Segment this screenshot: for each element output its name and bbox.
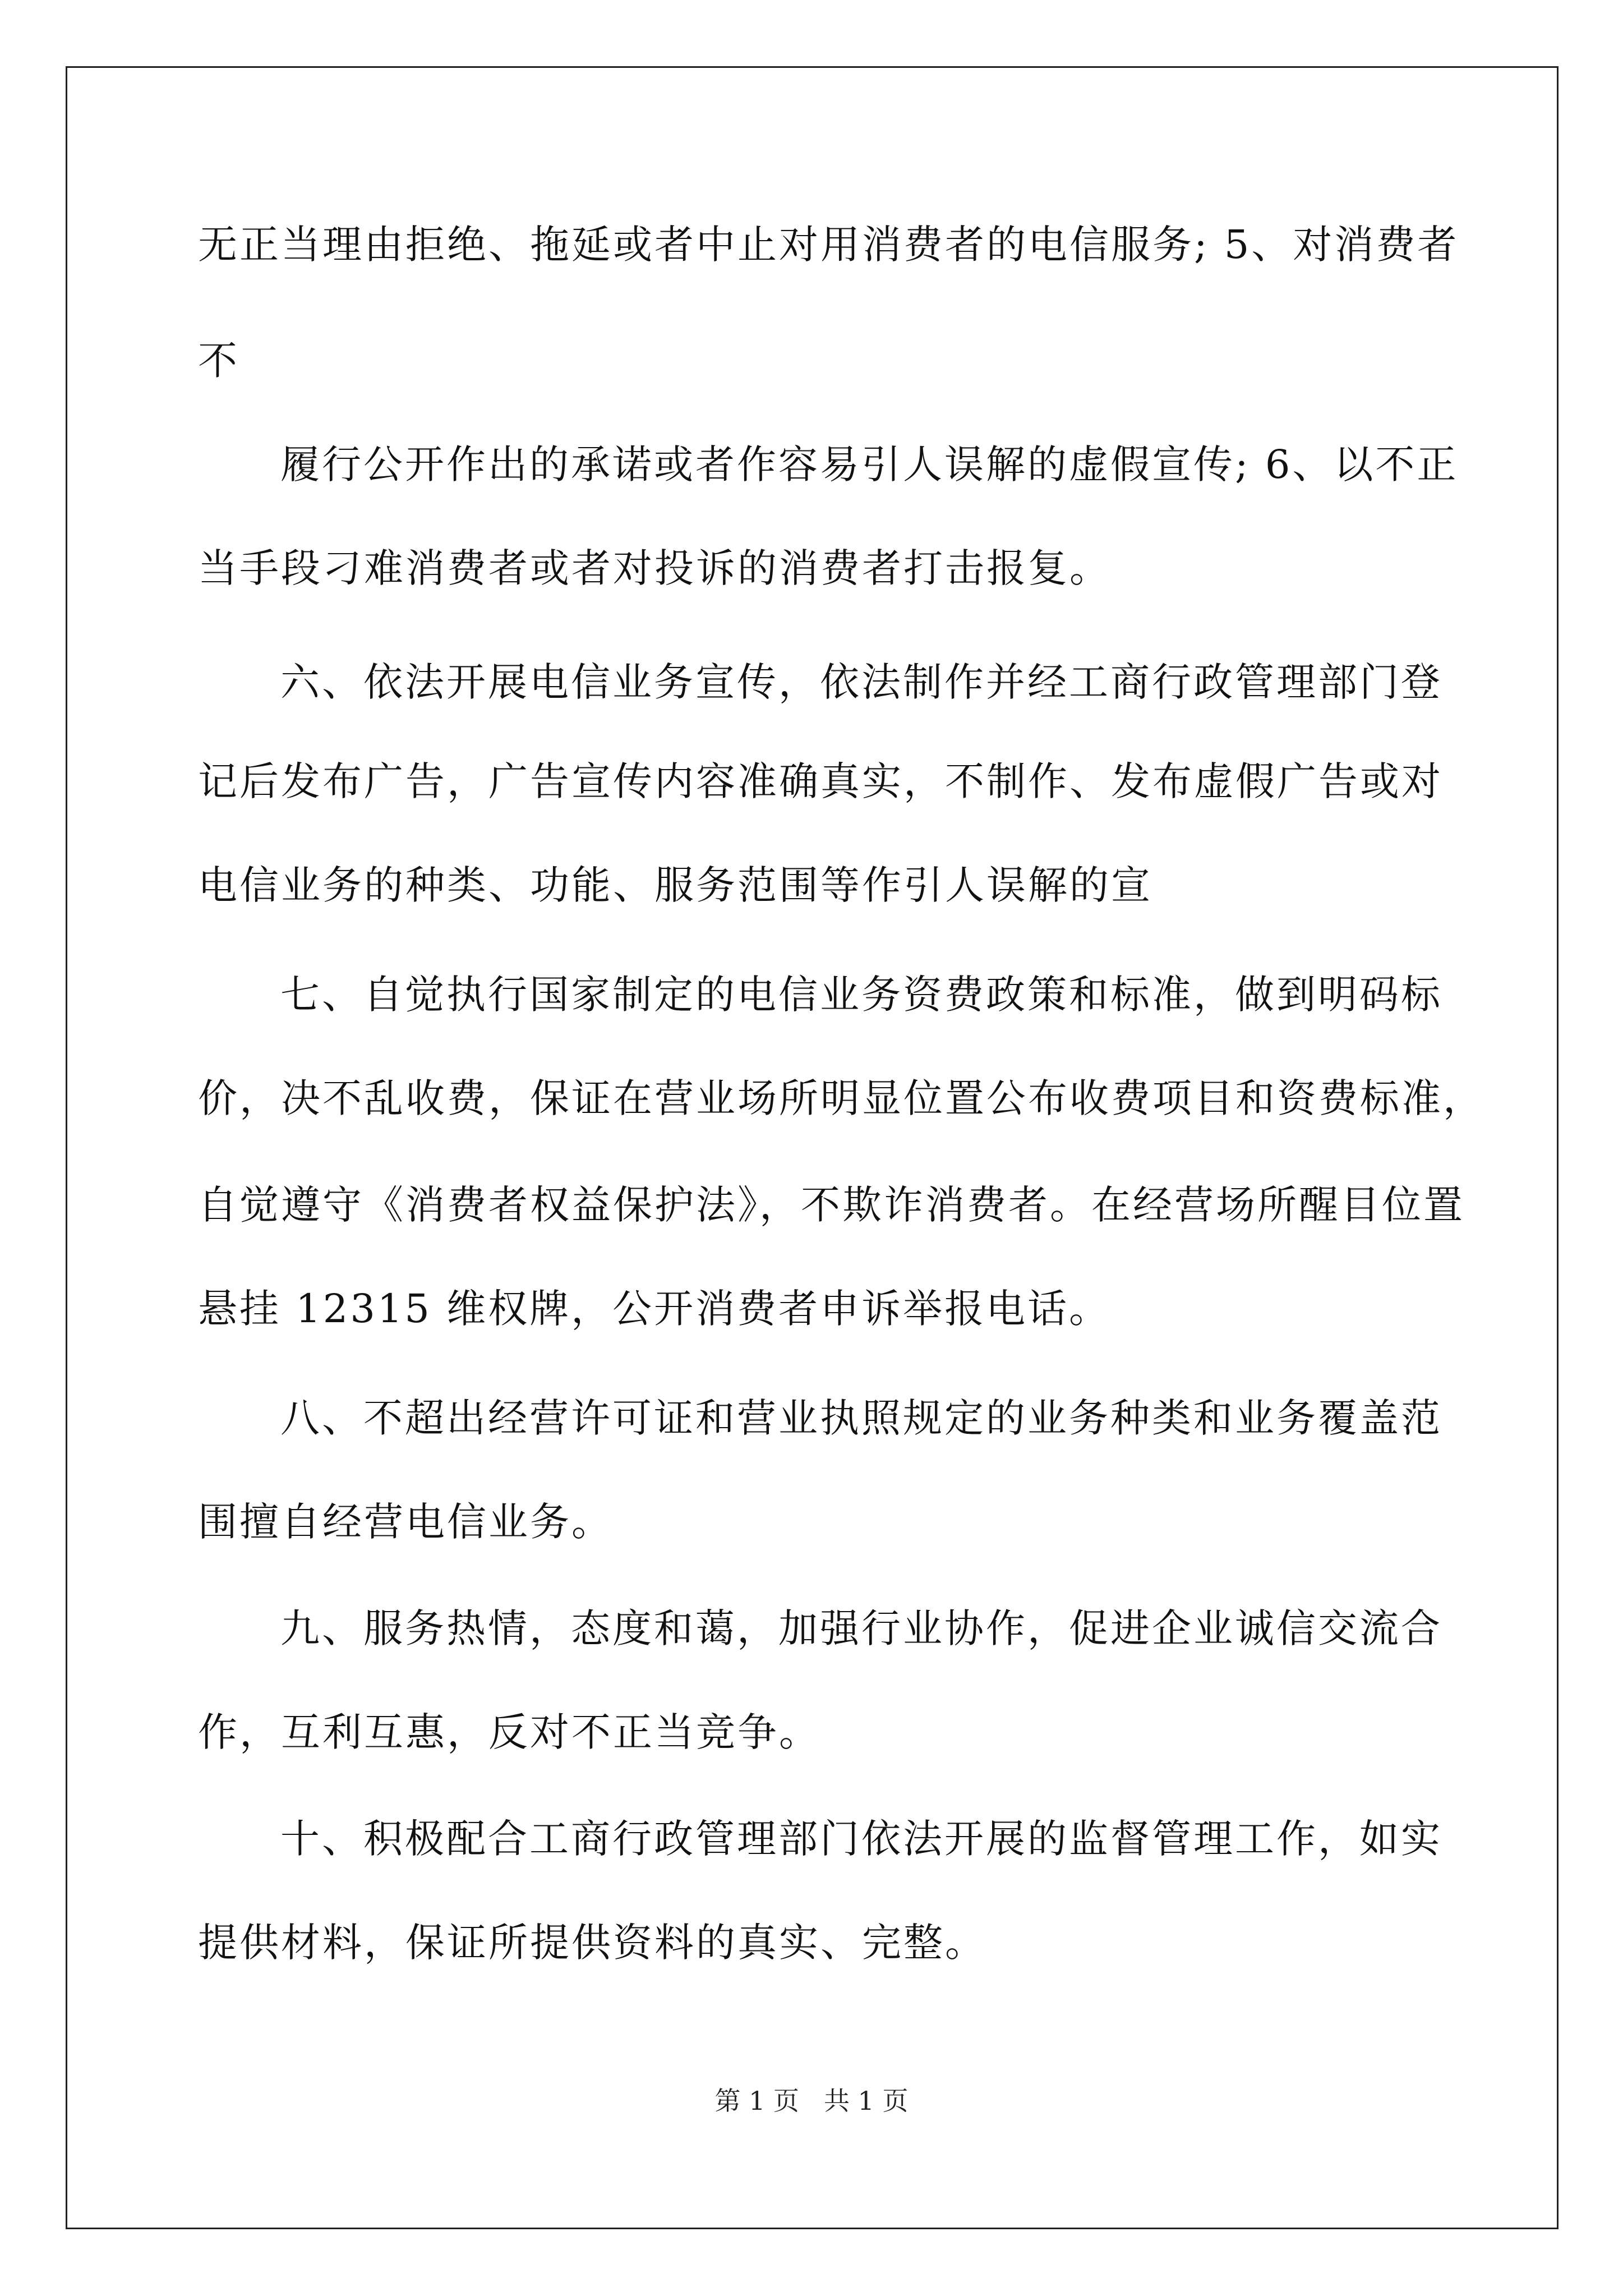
- text-line: 七、自觉执行国家制定的电信业务资费政策和标准，做到明码标: [280, 972, 1442, 1018]
- text-line: 履行公开作出的承诺或者作容易引人误解的虚假宣传; 6、以不正: [280, 441, 1459, 487]
- page-footer: [0, 2084, 1623, 2118]
- text-line: 价，决不乱收费，保证在营业场所明显位置公布收费项目和资费标准，: [198, 1075, 1484, 1121]
- text-line: 当手段刁难消费者或者对投诉的消费者打击报复。: [198, 545, 1111, 591]
- text-line: 不: [198, 338, 239, 384]
- page-number: 第 1 页: [714, 2086, 800, 2116]
- text-line: 六、依法开展电信业务宣传，依法制作并经工商行政管理部门登: [280, 659, 1442, 705]
- text-line: 电信业务的种类、功能、服务范围等作引人误解的宣: [198, 862, 1152, 908]
- text-line: 自觉遵守《消费者权益保护法》，不欺诈消费者。在经营场所醒目位置: [198, 1182, 1465, 1228]
- text-line: 提供材料，保证所提供资料的真实、完整。: [198, 1920, 986, 1966]
- text-line: 作，互利互惠，反对不正当竞争。: [198, 1709, 820, 1755]
- text-line: 九、服务热情，态度和蔼，加强行业协作，促进企业诚信交流合: [280, 1605, 1442, 1651]
- text-line: 十、积极配合工商行政管理部门依法开展的监督管理工作，如实: [280, 1816, 1442, 1862]
- text-line: 悬挂 12315 维权牌，公开消费者申诉举报电话。: [198, 1286, 1111, 1332]
- text-line: 记后发布广告，广告宣传内容准确真实，不制作、发布虚假广告或对: [198, 758, 1443, 804]
- page-total: 共 1 页: [823, 2086, 909, 2116]
- page-border: [66, 66, 1559, 2229]
- text-line: 无正当理由拒绝、拖延或者中止对用消费者的电信服务; 5、对消费者: [198, 222, 1459, 268]
- text-line: 八、不超出经营许可证和营业执照规定的业务种类和业务覆盖范: [280, 1395, 1442, 1441]
- text-line: 围擅自经营电信业务。: [198, 1499, 613, 1545]
